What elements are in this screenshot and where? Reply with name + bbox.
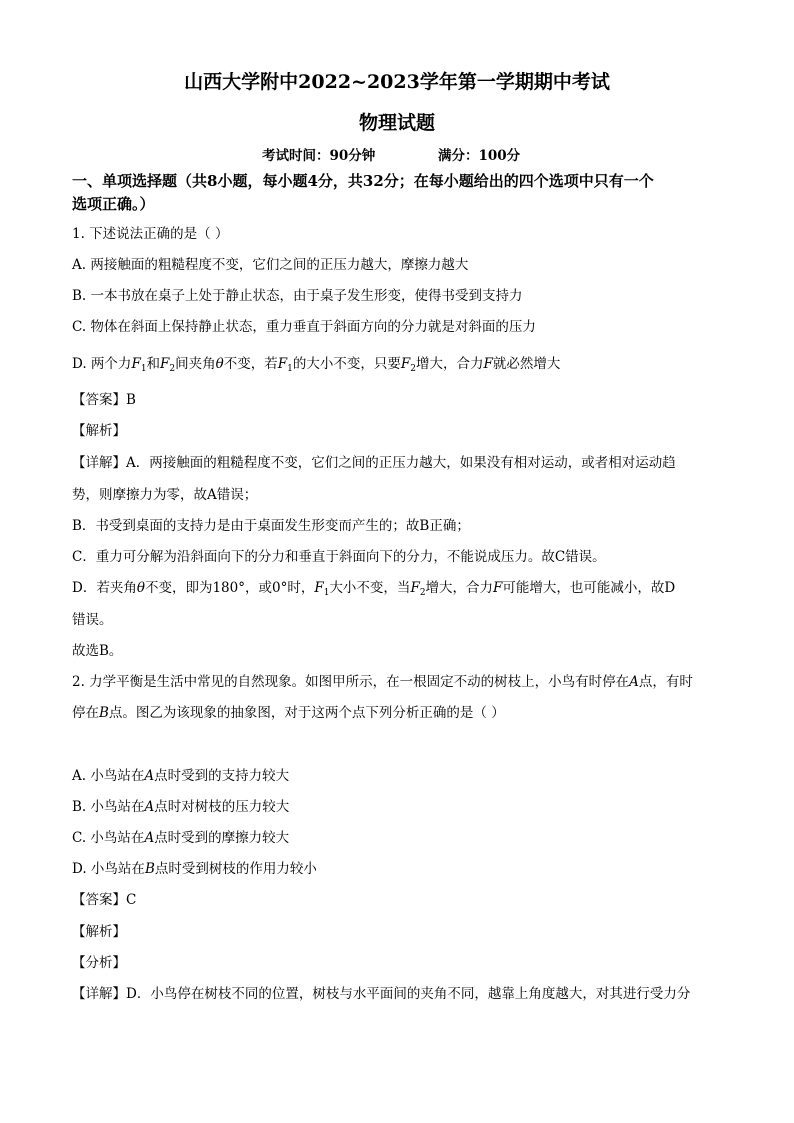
document-subtitle: 物理试题 (358, 112, 435, 134)
q2-stem-line1: 2. 力学平衡是生活中常见的自然现象。如图甲所示，在一根固定不动的树枝上，小鸟有时停在A点，有时 (72, 674, 693, 690)
answer-value: C (126, 892, 137, 908)
q1-answer (72, 390, 136, 410)
q2-detail-line1: 【详解】D．小鸟停在树枝不同的位置，树枝与水平面间的夹角不同，越靠上角度越大，对其进行受力分 (72, 986, 691, 1002)
q1-detail-a-line1: 【详解】A．两接触面的粗糙程度不变，它们之间的正压力越大，如果没有相对运动，或者相对运动趋 (72, 455, 676, 471)
q2-option-d: D. 小鸟站在B点时受到树枝的作用力较小 (72, 861, 317, 877)
q2-option-c: C. 小鸟站在A点时受到的摩擦力较大 (72, 830, 290, 846)
q1-analysis-label: 【解析】 (72, 423, 126, 439)
q1-detail-b: B．书受到桌面的支持力是由于桌面发生形变而产生的；故B正确； (72, 518, 470, 534)
answer-label: 【答案】 (72, 392, 126, 408)
answer-value: B (126, 392, 136, 408)
q1-detail-d: D．若夹角θ不变，即为180°，或0°时，$F_1$大小不变，当$F_2$增大，合力F可能增大，也可能减小，故D (72, 580, 676, 598)
answer-label: 【答案】 (72, 892, 126, 908)
q1-stem: 1. 下述说法正确的是（ ） (72, 226, 229, 242)
full-score-label: 满分：100分 (438, 148, 521, 164)
q1-option-a: A. 两接触面的粗糙程度不变，它们之间的正压力越大，摩擦力越大 (72, 257, 469, 273)
document-title: 山西大学附中2022~2023学年第一学期期中考试 (184, 71, 610, 93)
q1-option-d: D. 两个力$F_1$和$F_2$间夹角θ不变，若$F_1$的大小不变，只要$F_2$增大，合力F就必然增大 (72, 356, 561, 374)
q1-detail-d-line2: 错误。 (72, 612, 113, 628)
q2-stem-line2: 停在B点。图乙为该现象的抽象图，对于这两个点下列分析正确的是（ ） (72, 705, 505, 721)
exam-time-label: 考试时间：90分钟 (262, 148, 376, 164)
q1-conclusion: 故选B。 (72, 643, 123, 659)
q1-option-b: B. 一本书放在桌子上处于静止状态，由于桌子发生形变，使得书受到支持力 (72, 288, 523, 304)
section-heading-line2: 选项正确。） (72, 195, 155, 213)
q2-analysis-label: 【解析】 (72, 924, 126, 940)
q1-option-c: C. 物体在斜面上保持静止状态，重力垂直于斜面方向的分力就是对斜面的压力 (72, 319, 536, 335)
q2-option-b: B. 小鸟站在A点时对树枝的压力较大 (72, 799, 290, 815)
q2-analysis2-label: 【分析】 (72, 955, 126, 971)
q1-detail-c: C．重力可分解为沿斜面向下的分力和垂直于斜面向下的分力，不能说成压力。故C错误。 (72, 549, 606, 565)
q2-answer (72, 890, 136, 910)
q1-detail-a-line2: 势，则摩擦力为零，故A错误； (72, 487, 258, 503)
q2-option-a: A. 小鸟站在A点时受到的支持力较大 (72, 768, 290, 784)
section-heading-line1: 一、单项选择题（共8小题，每小题4分，共32分；在每小题给出的四个选项中只有一个 (72, 172, 654, 190)
